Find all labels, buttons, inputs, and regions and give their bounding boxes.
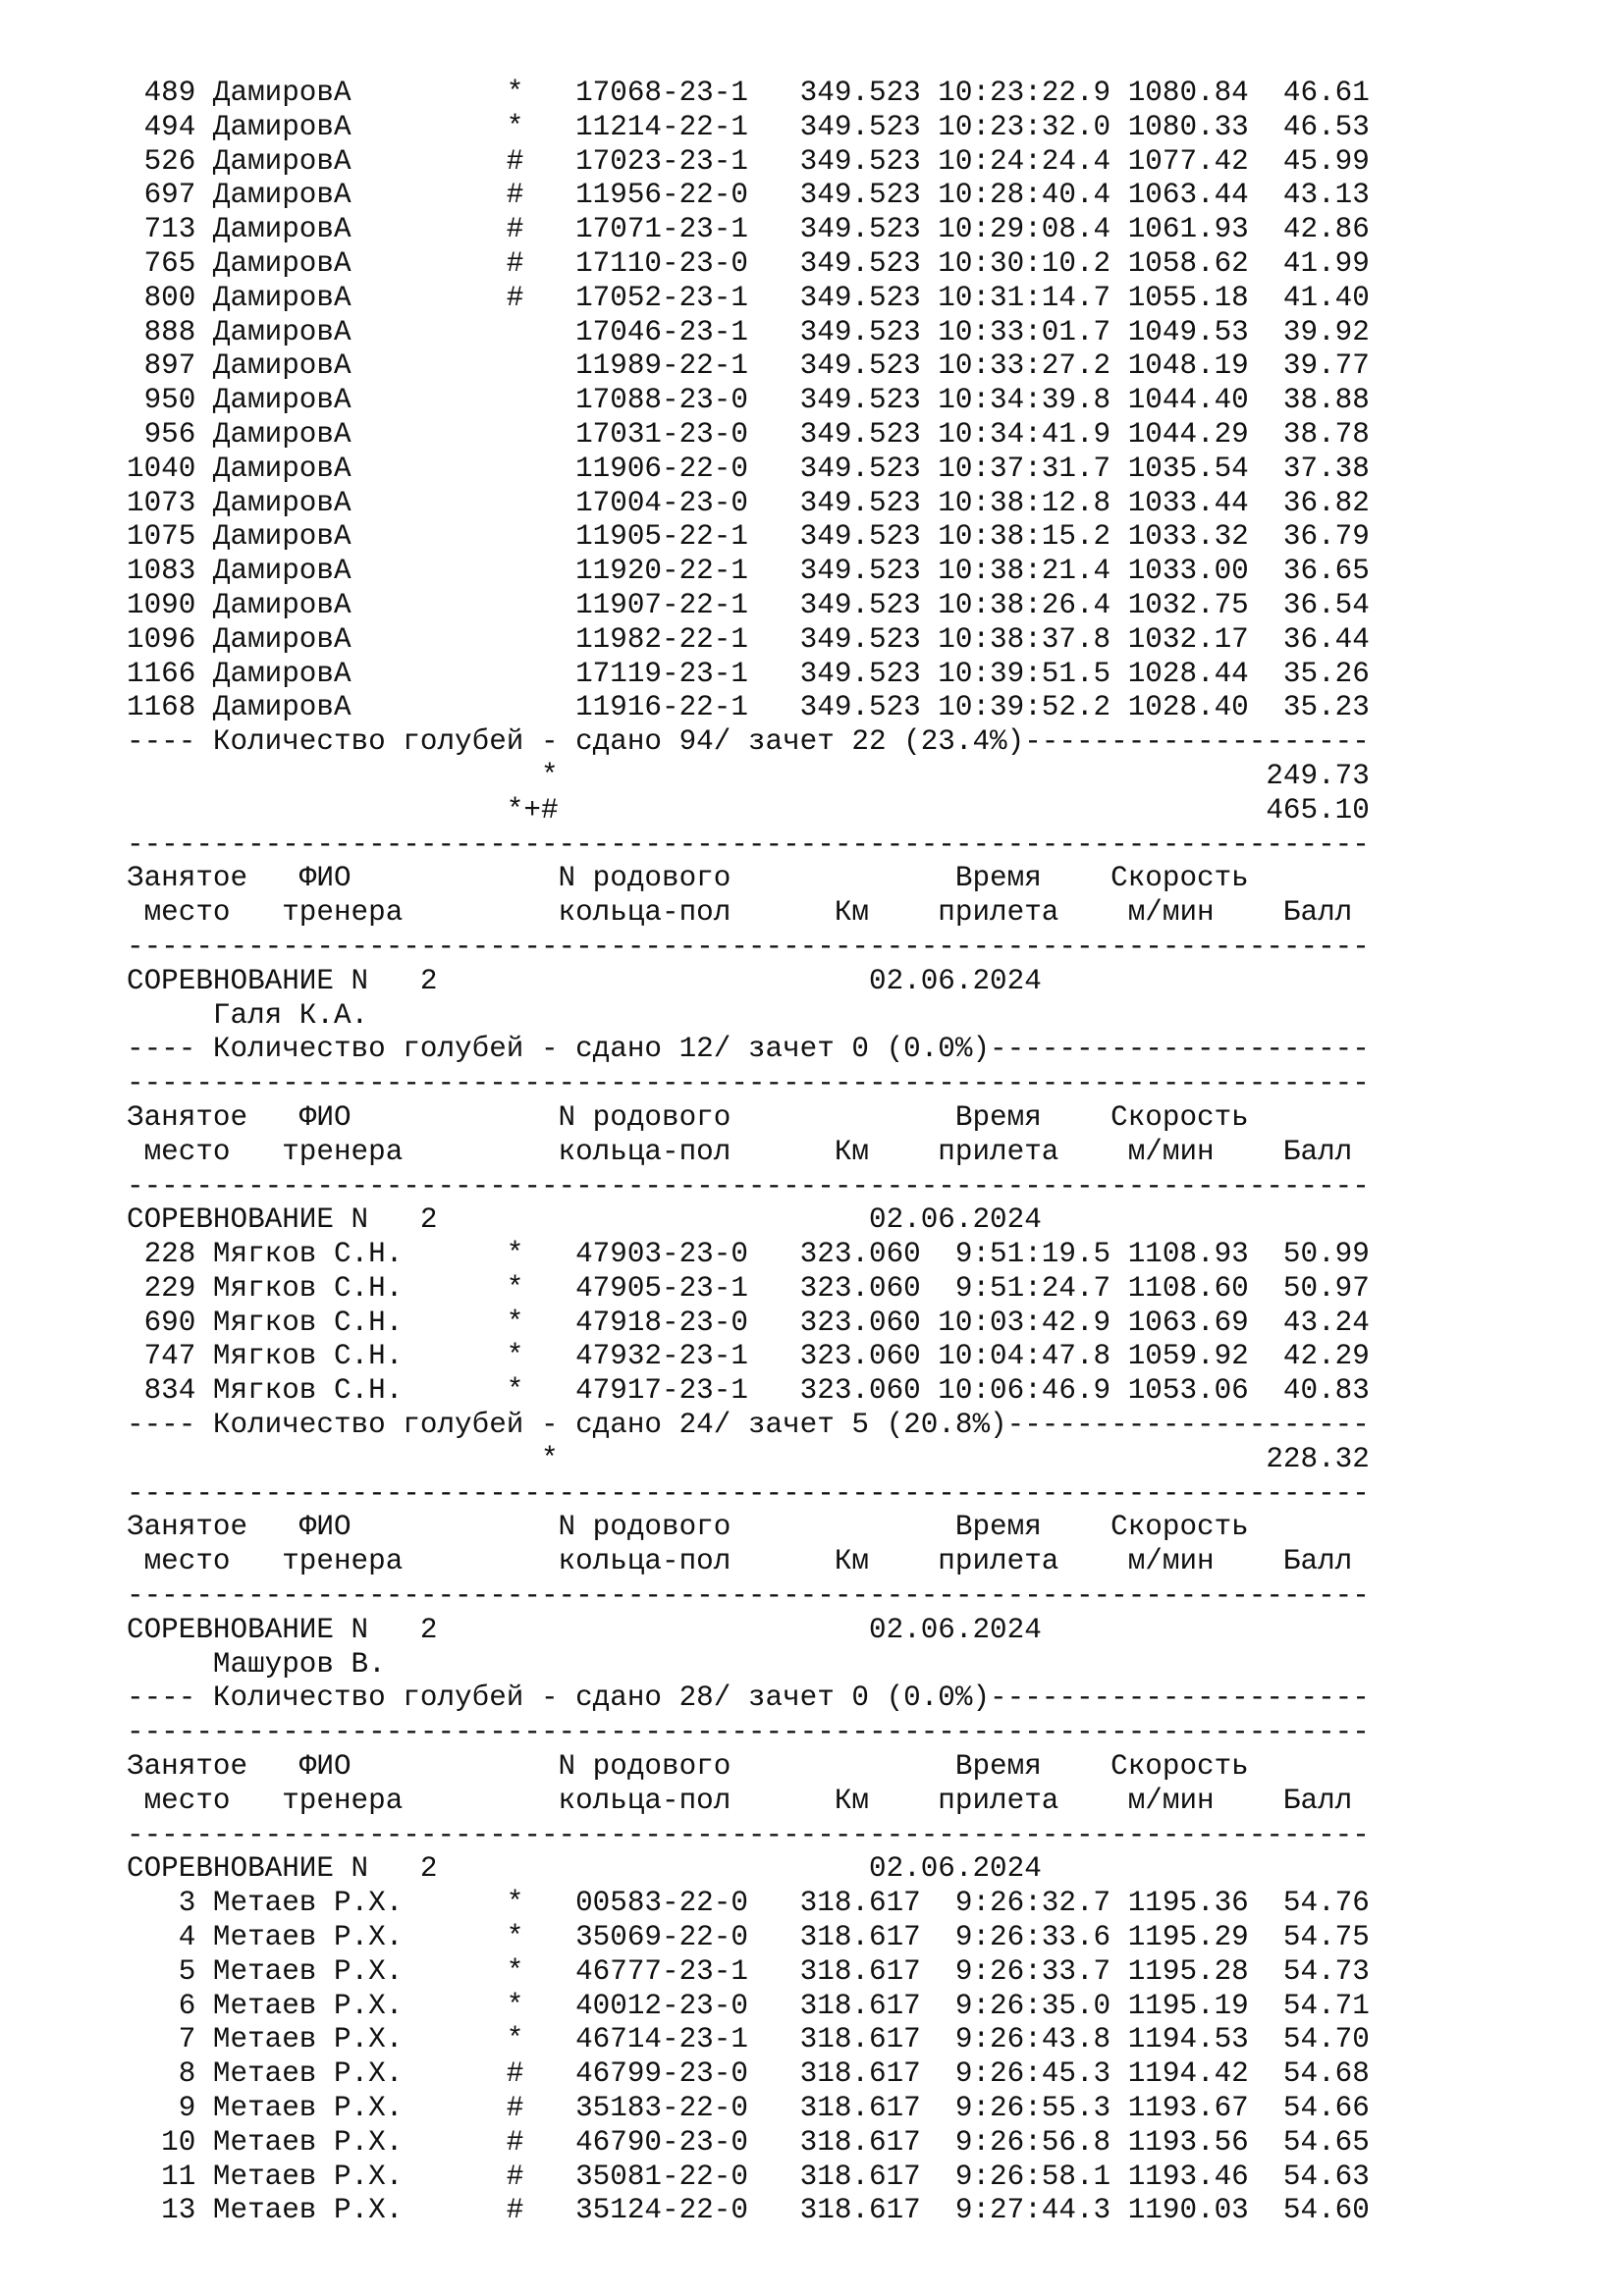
summary-line: ---- Количество голубей - сдано 12/ зачет 0 (0.0%)---------------------- (127, 1033, 1370, 1066)
result-row: 1166 ДамировА 17119-23-1 349.523 10:39:51.5 1028.44 35.26 (127, 657, 1370, 690)
result-row: 228 Мягков С.Н. * 47903-23-0 323.060 9:51:19.5 1108.93 50.99 (127, 1238, 1370, 1271)
result-row: 8 Метаев Р.Х. # 46799-23-0 318.617 9:26:45.3 1194.42 54.68 (127, 2057, 1370, 2091)
points-total-line: *+# 465.10 (127, 793, 1370, 827)
summary-line: ---- Количество голубей - сдано 94/ зачет 22 (23.4%)-------------------- (127, 725, 1370, 759)
result-row: 5 Метаев Р.Х. * 46777-23-1 318.617 9:26:33.7 1195.28 54.73 (127, 1954, 1370, 1988)
result-row: 1083 ДамировА 11920-22-1 349.523 10:38:21.4 1033.00 36.65 (127, 555, 1370, 588)
result-row: 950 ДамировА 17088-23-0 349.523 10:34:39.8 1044.40 38.88 (127, 384, 1370, 417)
column-header-line: место тренера кольца-пол Км прилета м/мин Балл (127, 896, 1353, 930)
competition-header: СОРЕВНОВАНИЕ N 2 02.06.2024 (127, 1613, 1042, 1646)
result-row: 229 Мягков С.Н. * 47905-23-1 323.060 9:51:24.7 1108.60 50.97 (127, 1271, 1370, 1305)
column-header-line: Занятое ФИО N родового Время Скорость (127, 1511, 1249, 1544)
result-row: 713 ДамировА # 17071-23-1 349.523 10:29:08.4 1061.93 42.86 (127, 213, 1370, 246)
trainer-name: Машуров В. (127, 1647, 386, 1681)
result-row: 1090 ДамировА 11907-22-1 349.523 10:38:26.4 1032.75 36.54 (127, 588, 1370, 621)
result-row: 9 Метаев Р.Х. # 35183-22-0 318.617 9:26:55.3 1193.67 54.66 (127, 2092, 1370, 2125)
result-row: 1040 ДамировА 11906-22-0 349.523 10:37:31.7 1035.54 37.38 (127, 452, 1370, 485)
column-header-line: Занятое ФИО N родового Время Скорость (127, 1750, 1249, 1784)
result-row: 3 Метаев Р.Х. * 00583-22-0 318.617 9:26:32.7 1195.36 54.76 (127, 1887, 1370, 1920)
result-row: 888 ДамировА 17046-23-1 349.523 10:33:01.7 1049.53 39.92 (127, 315, 1370, 348)
result-row: 494 ДамировА * 11214-22-1 349.523 10:23:32.0 1080.33 46.53 (127, 110, 1370, 143)
points-total-line: * 228.32 (127, 1442, 1370, 1475)
separator-line: ------------------------------------------------------------------------ (127, 1067, 1370, 1100)
column-header-line: Занятое ФИО N родового Время Скорость (127, 862, 1249, 895)
separator-line: ------------------------------------------------------------------------ (127, 828, 1370, 861)
result-row: 11 Метаев Р.Х. # 35081-22-0 318.617 9:26:58.1 1193.46 54.63 (127, 2160, 1370, 2193)
separator-line: ------------------------------------------------------------------------ (127, 1579, 1370, 1613)
separator-line: ------------------------------------------------------------------------ (127, 1818, 1370, 1851)
result-row: 1168 ДамировА 11916-22-1 349.523 10:39:52.2 1028.40 35.23 (127, 691, 1370, 724)
column-header-line: место тренера кольца-пол Км прилета м/мин Балл (127, 1784, 1353, 1817)
result-row: 1096 ДамировА 11982-22-1 349.523 10:38:37.8 1032.17 36.44 (127, 622, 1370, 656)
result-row: 747 Мягков С.Н. * 47932-23-1 323.060 10:04:47.8 1059.92 42.29 (127, 1340, 1370, 1373)
summary-line: ---- Количество голубей - сдано 28/ зачет 0 (0.0%)---------------------- (127, 1682, 1370, 1715)
result-row: 897 ДамировА 11989-22-1 349.523 10:33:27.2 1048.19 39.77 (127, 349, 1370, 383)
summary-line: ---- Количество голубей - сдано 24/ зачет 5 (20.8%)--------------------- (127, 1409, 1370, 1442)
result-row: 956 ДамировА 17031-23-0 349.523 10:34:41.9 1044.29 38.78 (127, 417, 1370, 451)
result-row: 526 ДамировА # 17023-23-1 349.523 10:24:24.4 1077.42 45.99 (127, 144, 1370, 178)
column-header-line: место тренера кольца-пол Км прилета м/мин Балл (127, 1545, 1353, 1578)
result-row: 489 ДамировА * 17068-23-1 349.523 10:23:22.9 1080.84 46.61 (127, 77, 1370, 109)
result-row: 697 ДамировА # 11956-22-0 349.523 10:28:40.4 1063.44 43.13 (127, 179, 1370, 212)
result-row: 1075 ДамировА 11905-22-1 349.523 10:38:15.2 1033.32 36.79 (127, 520, 1370, 554)
separator-line: ------------------------------------------------------------------------ (127, 930, 1370, 963)
result-row: 690 Мягков С.Н. * 47918-23-0 323.060 10:03:42.9 1063.69 43.24 (127, 1306, 1370, 1339)
results-document (127, 77, 1442, 2228)
competition-header: СОРЕВНОВАНИЕ N 2 02.06.2024 (127, 1852, 1042, 1886)
competition-header: СОРЕВНОВАНИЕ N 2 02.06.2024 (127, 964, 1042, 997)
separator-line: ------------------------------------------------------------------------ (127, 1476, 1370, 1510)
column-header-line: Занятое ФИО N родового Время Скорость (127, 1100, 1249, 1134)
result-row: 6 Метаев Р.Х. * 40012-23-0 318.617 9:26:35.0 1195.19 54.71 (127, 1989, 1370, 2022)
result-row: 4 Метаев Р.Х. * 35069-22-0 318.617 9:26:33.6 1195.29 54.75 (127, 1921, 1370, 1954)
result-row: 834 Мягков С.Н. * 47917-23-1 323.060 10:06:46.9 1053.06 40.83 (127, 1374, 1370, 1408)
separator-line: ------------------------------------------------------------------------ (127, 1716, 1370, 1749)
result-row: 800 ДамировА # 17052-23-1 349.523 10:31:14.7 1055.18 41.40 (127, 281, 1370, 314)
result-row: 7 Метаев Р.Х. * 46714-23-1 318.617 9:26:43.8 1194.53 54.70 (127, 2023, 1370, 2056)
competition-header: СОРЕВНОВАНИЕ N 2 02.06.2024 (127, 1203, 1042, 1237)
result-row: 1073 ДамировА 17004-23-0 349.523 10:38:12.8 1033.44 36.82 (127, 486, 1370, 519)
column-header-line: место тренера кольца-пол Км прилета м/мин Балл (127, 1135, 1353, 1168)
trainer-name: Галя К.А. (127, 998, 369, 1032)
separator-line: ------------------------------------------------------------------------ (127, 1169, 1370, 1202)
result-row: 10 Метаев Р.Х. # 46790-23-0 318.617 9:26:56.8 1193.56 54.65 (127, 2125, 1370, 2159)
points-total-line: * 249.73 (127, 759, 1370, 792)
result-row: 765 ДамировА # 17110-23-0 349.523 10:30:10.2 1058.62 41.99 (127, 246, 1370, 280)
result-row: 13 Метаев Р.Х. # 35124-22-0 318.617 9:27:44.3 1190.03 54.60 (127, 2194, 1370, 2227)
